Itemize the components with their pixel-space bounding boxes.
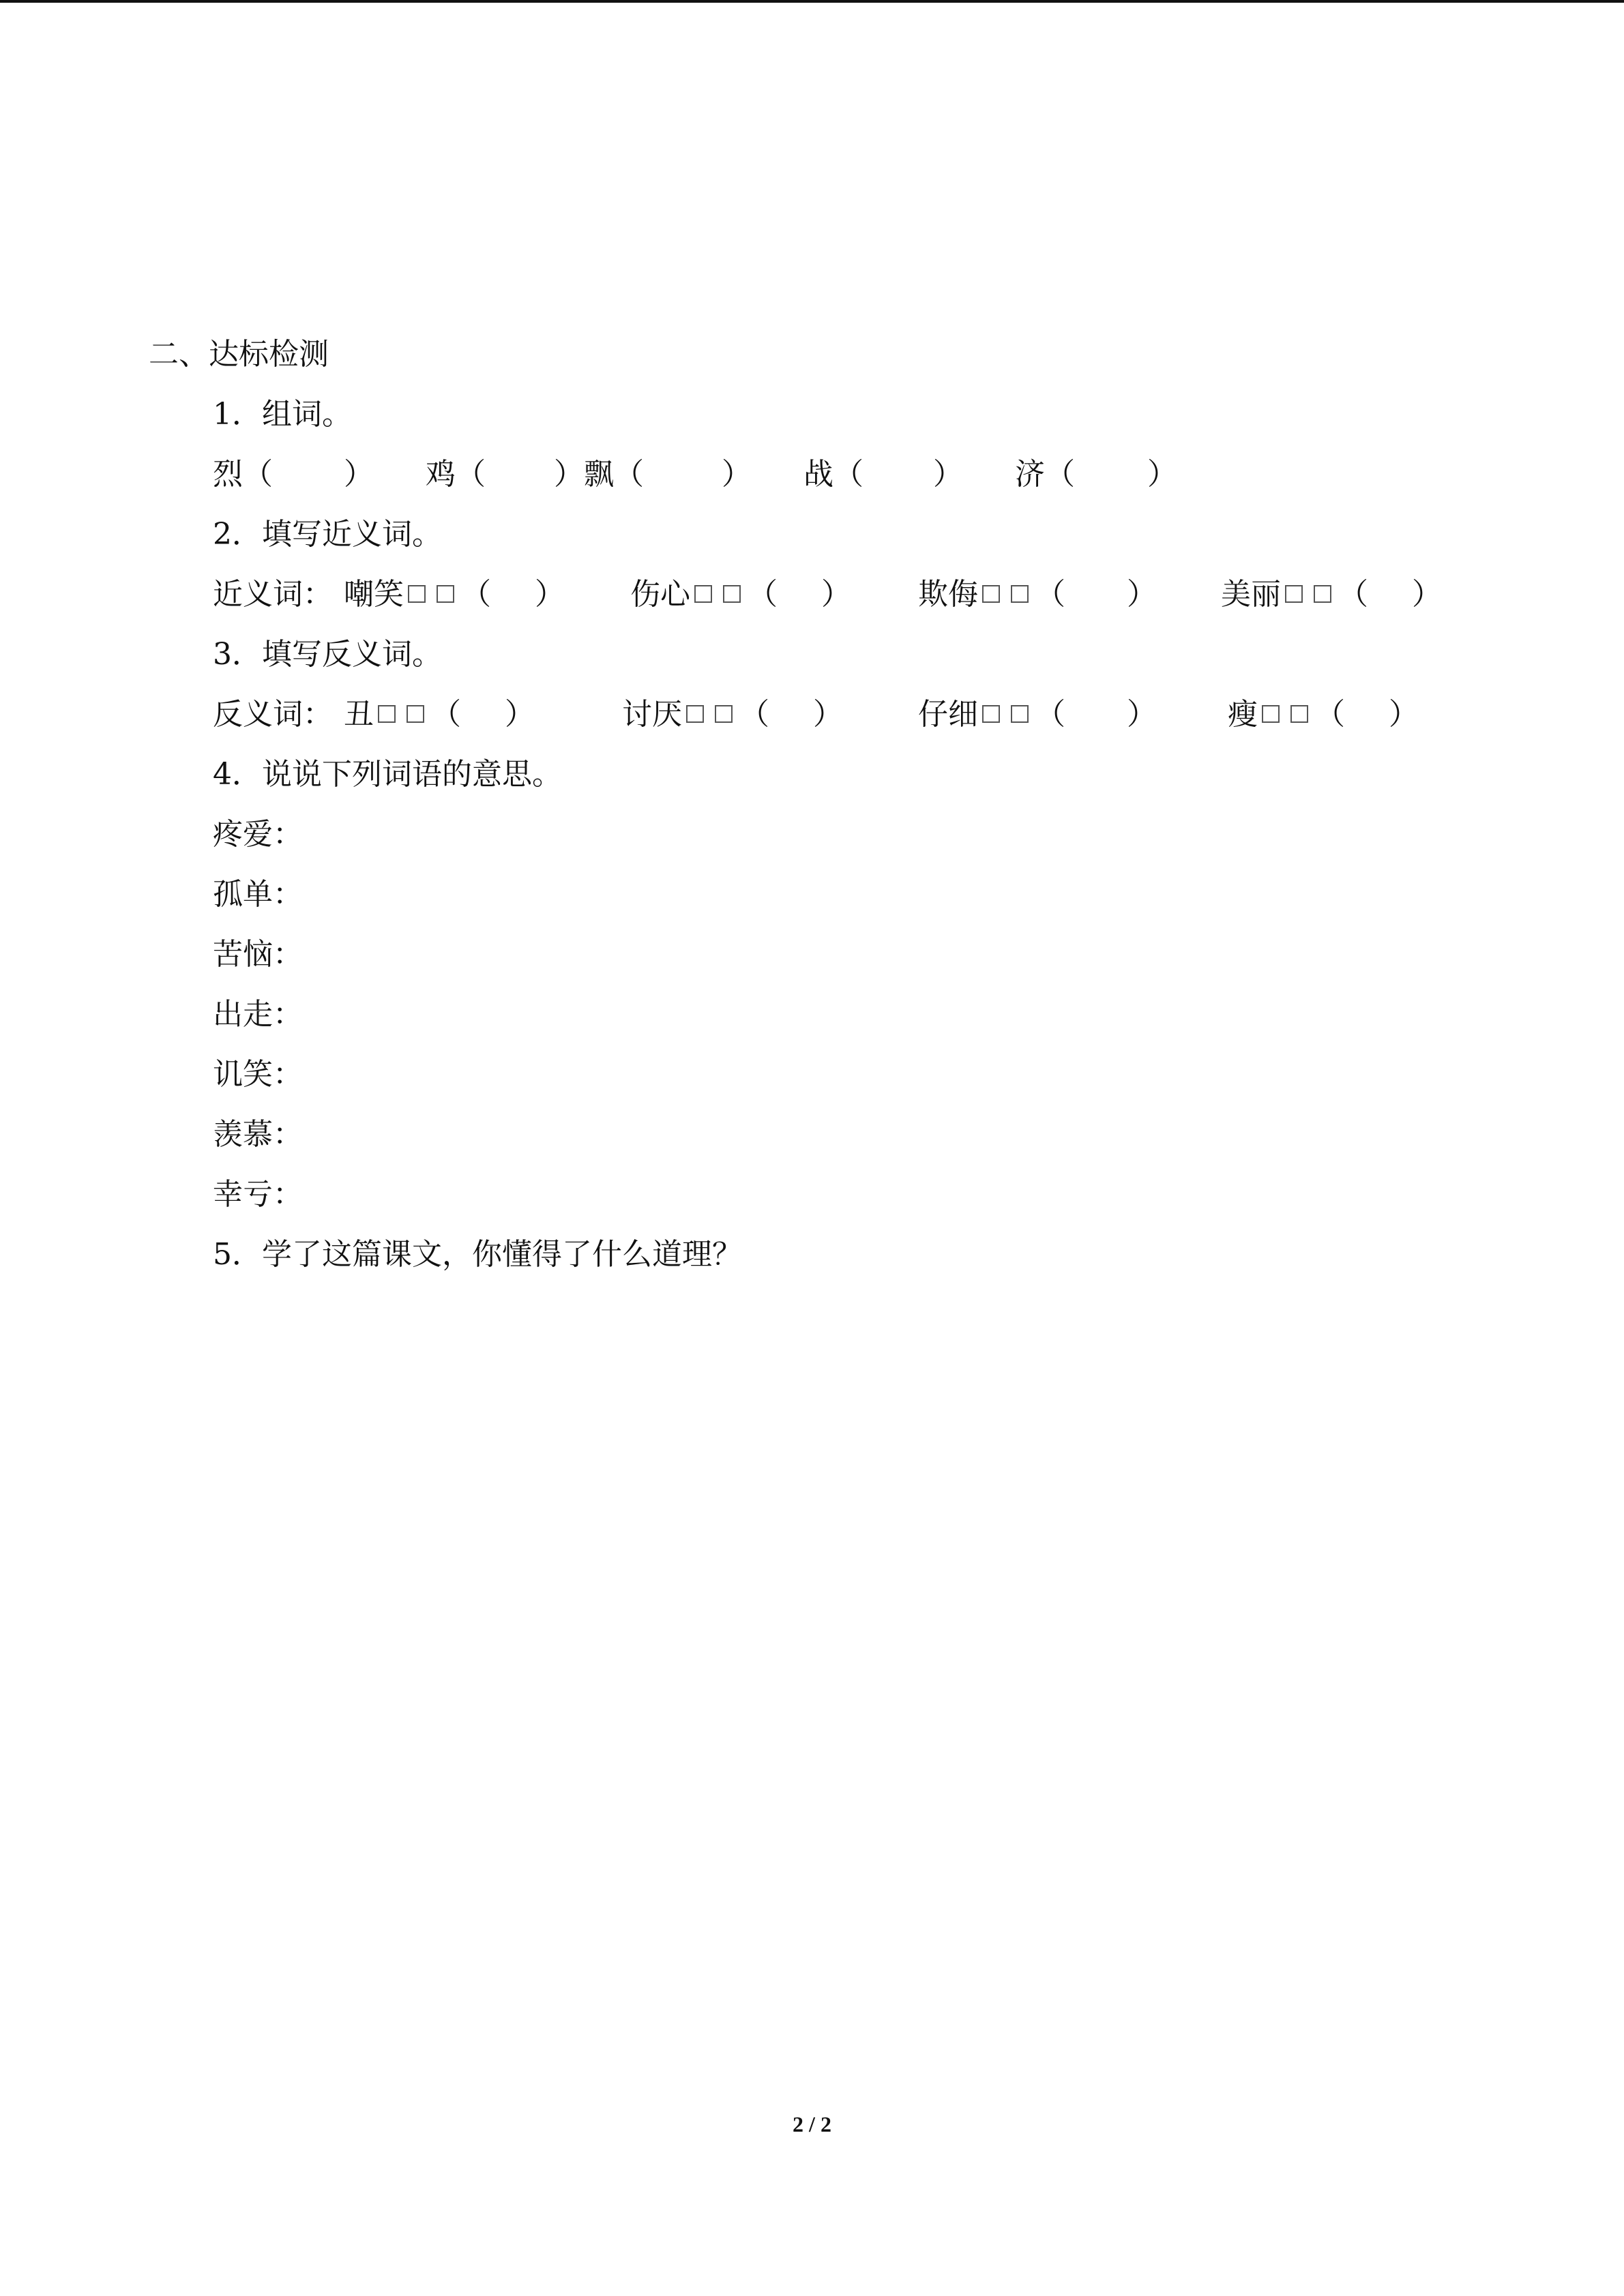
q1-item-ji2-open: 济（ <box>1015 457 1075 492</box>
q2-item-1-open: （ <box>461 577 491 612</box>
answer-box <box>1285 585 1303 603</box>
q4-title: 4．说说下列词语的意思。 <box>213 757 562 792</box>
q1-item-zhan-close: ） <box>933 457 963 492</box>
q2-item-1-word: 嘲笑 <box>344 577 404 612</box>
q3-title: 3．填写反义词。 <box>213 637 442 672</box>
q2-item-2-close: ） <box>821 577 851 612</box>
q3-item-3 <box>918 694 1157 735</box>
q4-word-3: 苦恼： <box>213 937 303 972</box>
q3-item-4-close: ） <box>1389 697 1419 732</box>
answer-box <box>378 705 396 723</box>
q4-word-2: 孤单： <box>213 877 303 912</box>
q2-prefix: 近义词： <box>213 577 333 612</box>
q3-item-2 <box>622 694 843 735</box>
q3-prefix: 反义词： <box>213 697 333 732</box>
q3-item-3-word: 仔细 <box>918 697 978 732</box>
q3-item-3-close: ） <box>1127 697 1157 732</box>
q2-item-3 <box>918 574 1157 615</box>
answer-box <box>694 585 712 603</box>
page-number: 2 / 2 <box>793 2112 831 2136</box>
q3-item-4-open: （ <box>1315 697 1345 732</box>
answer-box <box>715 705 733 723</box>
answer-box <box>982 705 1000 723</box>
q1-item-ji-close-piao-open: ）飘（ <box>554 457 644 492</box>
answer-box <box>1011 585 1029 603</box>
q5-title: 5．学了这篇课文，你懂得了什么道理？ <box>213 1237 742 1272</box>
q1-item-piao-close: ） <box>722 457 752 492</box>
answer-box <box>686 705 704 723</box>
q2-item-1-close: ） <box>535 577 565 612</box>
q2-item-4-close: ） <box>1412 577 1442 612</box>
q1-title: 1．组词。 <box>213 397 352 432</box>
answer-box <box>408 585 426 603</box>
q1-item-ji-open: 鸡（ <box>426 457 486 492</box>
q2-item-3-word: 欺侮 <box>918 577 978 612</box>
q3-item-1-word: 丑 <box>344 697 374 732</box>
q4-word-4: 出走： <box>213 997 303 1032</box>
q2-item-2-open: （ <box>748 577 778 612</box>
answer-box <box>982 585 1000 603</box>
answer-box <box>437 585 454 603</box>
answer-box <box>1314 585 1331 603</box>
q2-title: 2．填写近义词。 <box>213 517 442 552</box>
q3-item-2-word: 讨厌 <box>622 697 682 732</box>
q1-item-ji2-close: ） <box>1147 457 1177 492</box>
q2-item-4 <box>1221 574 1442 615</box>
q4-word-5: 讥笑： <box>213 1057 303 1092</box>
q3-item-2-close: ） <box>813 697 843 732</box>
q2-item-3-open: （ <box>1035 577 1065 612</box>
q2-item-4-open: （ <box>1338 577 1368 612</box>
q3-item-2-open: （ <box>739 697 769 732</box>
q3-item-4 <box>1228 694 1419 735</box>
top-border-rule <box>0 0 1624 3</box>
q3-items-row <box>213 694 1509 735</box>
q2-item-4-word: 美丽 <box>1221 577 1281 612</box>
answer-box <box>407 705 424 723</box>
q4-word-1: 疼爱： <box>213 817 303 852</box>
q1-items-row <box>213 454 1236 495</box>
q1-item-zhan-open: 战（ <box>803 457 863 492</box>
answer-box <box>723 585 741 603</box>
section-title: 二、达标检测 <box>149 337 329 372</box>
q2-item-1 <box>344 574 565 615</box>
q3-item-1-open: （ <box>431 697 461 732</box>
answer-box <box>1011 705 1029 723</box>
q1-item-lie-open: 烈（ <box>213 457 273 492</box>
q3-item-1 <box>344 694 535 735</box>
q2-items-row <box>213 574 1509 615</box>
q3-item-4-word: 瘦 <box>1228 697 1258 732</box>
q3-item-1-close: ） <box>505 697 535 732</box>
q4-word-7: 幸亏： <box>213 1177 303 1212</box>
q4-word-6: 羡慕： <box>213 1117 303 1152</box>
answer-box <box>1290 705 1308 723</box>
q2-item-2 <box>630 574 851 615</box>
q1-item-lie-close: ） <box>344 457 374 492</box>
answer-box <box>1262 705 1280 723</box>
q3-item-3-open: （ <box>1035 697 1065 732</box>
q2-item-3-close: ） <box>1127 577 1157 612</box>
q2-item-2-word: 伤心 <box>630 577 690 612</box>
